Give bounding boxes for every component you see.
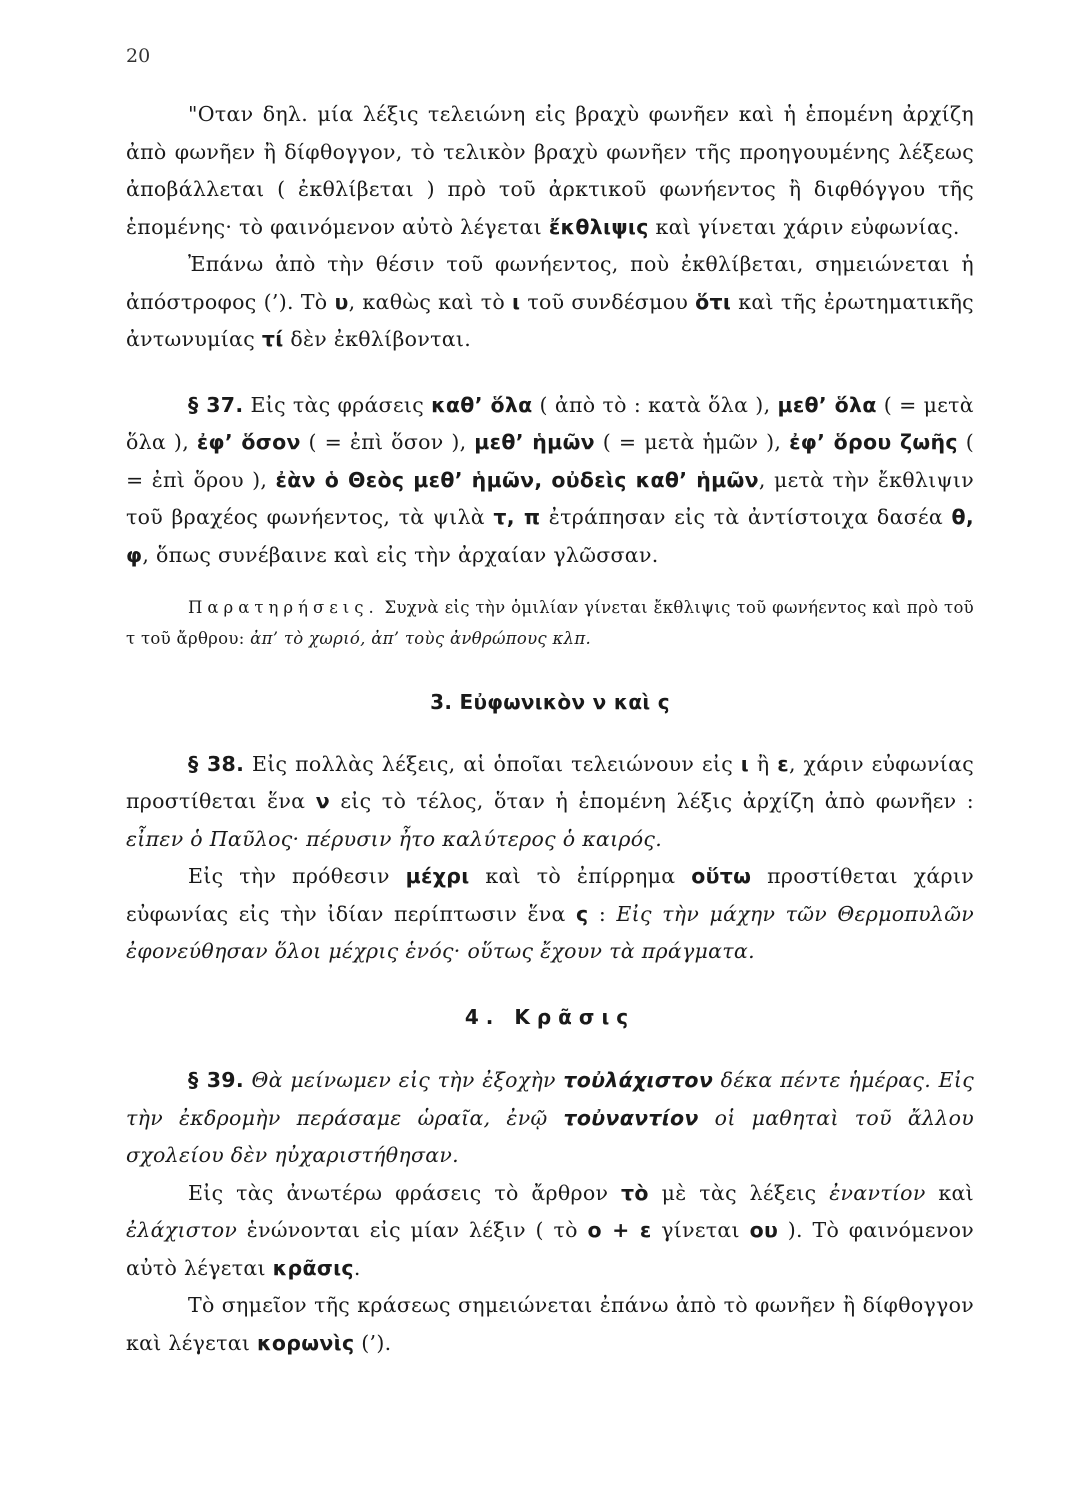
section-39-krasis-explanation: Εἰς τὰς ἀνωτέρω φράσεις τὸ ἄρθρον τὸ μὲ τὰς λέξεις ἐναντίον καὶ ἐλάχιστον ἑνώνονται εἰς μίαν λέξιν ( τὸ ο + ε γίνεται ου ). Τὸ φαινόμενον αὐτὸ λέγεται κρᾶσις. xyxy=(126,1180,975,1280)
paragraph-apostrophe: Ἐπάνω ἀπὸ τὴν θέσιν τοῦ φωνήεντος, ποὺ ἐκθλίβεται, σημειώνεται ἡ ἀπόστροφος (’). Τὸ υ, καθὼς καὶ τὸ ι τοῦ συνδέσμου ὅτι καὶ τῆς ἐρωτηματικῆς ἀντωνυμίας τί δὲν ἐκθλίβονται. xyxy=(126,252,974,351)
section-number: § 39. xyxy=(188,1068,244,1092)
section-38: § 38. Εἰς πολλὰς λέξεις, αἱ ὁποῖαι τελειώνουν εἰς ι ἢ ε, χάριν εὐφωνίας προστίθεται ἕνα ν εἰς τὸ τέλος, ὅταν ἡ ἑπομένη λέξις ἀρχίζη ἀπὸ φωνῆεν : εἶπεν ὁ Παῦλος· πέρυσιν ἦτο καλύτερος ὁ καιρός. xyxy=(126,751,974,851)
section-number: § 38. xyxy=(188,751,245,776)
paragraph-elision-definition: "Οταν δηλ. μία λέξις τελειώνη εἰς βραχὺ φωνῆεν καὶ ἡ ἑπομένη ἀρχίζη ἀπὸ φωνῆεν ἢ δίφθογγον, τὸ τελικὸν βραχὺ φωνῆεν τῆς προηγουμένης λέξεως ἀποβάλλεται ( ἐκθλίβεται ) πρὸ τοῦ ἀρκτικοῦ φωνήεντος ἢ διφθόγγου τῆς ἑπομένης· τὸ φαινόμενον αὐτὸ λέγεται ἔκθλιψις καὶ γίνεται χάριν εὐφωνίας. xyxy=(126,102,974,239)
section-38-continued: Εἰς τὴν πρόθεσιν μέχρι καὶ τὸ ἐπίρρημα οὕτω προστίθεται χάριν εὐφωνίας εἰς τὴν ἰδίαν περίπτωσιν ἕνα ς : Εἰς τὴν μάχην τῶν Θερμοπυλῶν ἐφονεύθησαν ὅλοι μέχρις ἑνός· οὕτως ἔχουν τὰ πράγματα. xyxy=(126,864,974,963)
section-39: § 39. Θὰ μείνωμεν εἰς τὴν ἐξοχὴν τοὐλάχιστον δέκα πέντε ἡμέρας. Εἰς τὴν ἐκδρομὴν περάσαμε ὡραῖα, ἐνῷ τοὐναντίον οἱ μαθηταὶ τοῦ ἄλλου σχολείου δὲν ηὐχαριστήθησαν. xyxy=(126,1068,974,1167)
notes-label: Παρατηρήσεις. xyxy=(188,598,379,617)
heading-krasis: 4. Κρᾶσις xyxy=(464,1004,636,1029)
heading-euphonic-n-s: 3. Εὐφωνικὸν ν καὶ ς xyxy=(430,690,670,714)
page-body xyxy=(126,96,974,1362)
term-ekthlipsis: ἔκθλιψις xyxy=(548,214,649,239)
section-number: § 37. xyxy=(188,392,244,417)
notes-paragraph: Παρατηρήσεις. Συχνὰ εἰς τὴν ὁμιλίαν γίνεται ἔκθλιψις τοῦ φωνήεντος καὶ πρὸ τοῦ τ τοῦ ἄρθρου: ἀπ’ τὸ χωριό, ἀπ’ τοὺς ἀνθρώπους κλπ. xyxy=(126,598,975,648)
section-37: § 37. Εἰς τὰς φράσεις καθ’ ὅλα ( ἀπὸ τὸ : κατὰ ὅλα ), μεθ’ ὅλα ( = μετὰ ὅλα ), ἐφ’ ὅσον ( = ἐπὶ ὅσον ), μεθ’ ἡμῶν ( = μετὰ ἡμῶν ), ἐφ’ ὅρου ζωῆς ( = ἐπὶ ὅρου ), ἐὰν ὁ Θεὸς μεθ’ ἡμῶν, οὐδεὶς καθ’ ἡμῶν, μετὰ τὴν ἔκθλιψιν τοῦ βραχέος φωνήεντος, τὰ ψιλὰ τ, π ἐτράπησαν εἰς τὰ ἀντίστοιχα δασέα θ, φ, ὅπως συνέβαινε καὶ εἰς τὴν ἀρχαίαν γλῶσσαν. xyxy=(126,392,974,567)
page-number: 20 xyxy=(126,45,151,67)
section-39-coronis: Τὸ σημεῖον τῆς κράσεως σημειώνεται ἐπάνω ἀπὸ τὸ φωνῆεν ἢ δίφθογγον καὶ λέγεται κορωνὶς (’). xyxy=(126,1293,974,1355)
